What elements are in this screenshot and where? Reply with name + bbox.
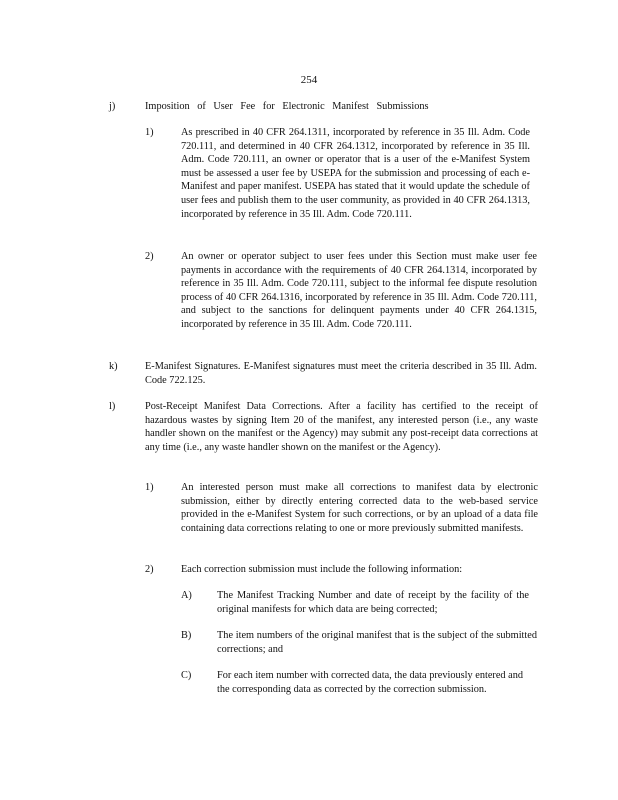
section-l-subitem-a-text: The Manifest Tracking Number and date of receipt by the facility of the original manifests for which data are being corrected; [217,590,529,615]
section-l-label: l) [109,401,116,412]
section-l-item-1-text: An interested person must make all corrections to manifest data by electronic submission, either by directly entering corrected data to the web-based service provided in the e-Manifest System for such corrections, or by an upload of a data file containing data corrections relating to one or more previously submitted manifests. [181,482,538,534]
section-j-item-1-label: 1) [145,127,154,138]
section-l-subitem-b-label: B) [181,630,192,641]
section-l-subitem-c-text: For each item number with corrected data, the data previously entered and the corresponding data as corrected by the correction submission. [217,670,523,695]
section-l-text: Post-Receipt Manifest Data Corrections. After a facility has certified to the receipt of hazardous wastes by signing Item 20 of the manifest, any interested person (i.e., any waste handler shown on the manifest or the Agency) may submit any post-receipt data corrections at any time (i.e., any waste handler shown on the manifest or the Agency). [145,401,538,453]
section-l-subitem-b-text: The item numbers of the original manifest that is the subject of the submitted corrections; and [217,630,537,655]
section-l-item-1-label: 1) [145,482,154,493]
section-j-label: j) [109,101,116,112]
section-l-item-2-label: 2) [145,564,154,575]
section-j-item-2-label: 2) [145,251,154,262]
section-j-item-1-text: As prescribed in 40 CFR 264.1311, incorporated by reference in 35 Ill. Adm. Code 720.111, and determined in 40 CFR 264.1312, incorporated by reference in 35 Ill. Adm. Code 720.111, an owner or operator that is a user of the e-Manifest System must be assessed a user fee by USEPA for the submission and processing of each e-Manifest and paper manifest. USEPA has stated that it would update the schedule of user fees and publish them to the user community, as provided in 40 CFR 264.1313, incorporated by reference in 35 Ill. Adm. Code 720.111. [181,127,530,220]
section-l-subitem-c-label: C) [181,670,192,681]
section-j-heading: Imposition of User Fee for Electronic Manifest Submissions [145,101,429,112]
section-l-item-2-text: Each correction submission must include the following information: [181,564,463,575]
section-j-item-2-text: An owner or operator subject to user fees under this Section must make user fee payments in accordance with the requirements of 40 CFR 264.1314, incorporated by reference in 35 Ill. Adm. Code 720.111, subject to the informal fee dispute resolution process of 40 CFR 264.1316, incorporated by reference in 35 Ill. Adm. Code 720.111, and subject to the sanctions for delinquent payments under 40 CFR 264.1315, incorporated by reference in 35 Ill. Adm. Code 720.111. [181,251,537,330]
section-k-label: k) [109,361,118,372]
section-l-subitem-a-label: A) [181,590,192,601]
section-k-text: E-Manifest Signatures. E-Manifest signatures must meet the criteria described in 35 Ill. Adm. Code 722.125. [145,361,537,386]
page-number: 254 [300,74,318,86]
